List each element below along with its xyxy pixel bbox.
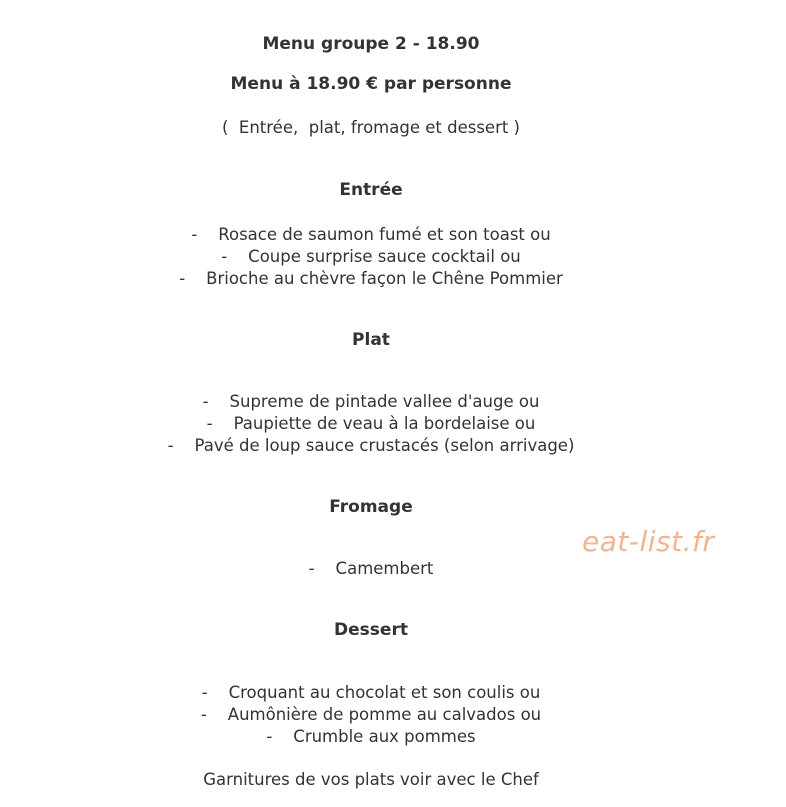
list-item: - Brioche au chèvre façon le Chêne Pommier xyxy=(179,269,563,288)
courses-note: ( Entrée, plat, fromage et dessert ) xyxy=(221,118,520,137)
section-heading-dessert: Dessert xyxy=(334,620,408,640)
list-item: - Supreme de pintade vallee d'auge ou xyxy=(202,392,540,411)
section-heading-plat: Plat xyxy=(352,330,390,350)
list-item: - Crumble aux pommes xyxy=(266,727,476,746)
menu-price: Menu à 18.90 € par personne xyxy=(230,74,512,94)
list-item: - Pavé de loup sauce crustacés (selon arrivage) xyxy=(167,436,575,455)
footer-note: Garnitures de vos plats voir avec le Chef xyxy=(203,770,539,789)
list-item: - Coupe surprise sauce cocktail ou xyxy=(221,247,521,266)
section-heading-fromage: Fromage xyxy=(329,497,413,517)
section-heading-entree: Entrée xyxy=(339,180,403,200)
watermark: eat-list.fr xyxy=(582,525,715,558)
list-item: - Paupiette de veau à la bordelaise ou xyxy=(206,414,536,433)
list-item: - Camembert xyxy=(308,559,434,578)
list-item: - Croquant au chocolat et son coulis ou xyxy=(201,683,541,702)
menu-title: Menu groupe 2 - 18.90 xyxy=(262,34,480,54)
list-item: - Aumônière de pomme au calvados ou xyxy=(200,705,542,724)
list-item: - Rosace de saumon fumé et son toast ou xyxy=(191,225,551,244)
